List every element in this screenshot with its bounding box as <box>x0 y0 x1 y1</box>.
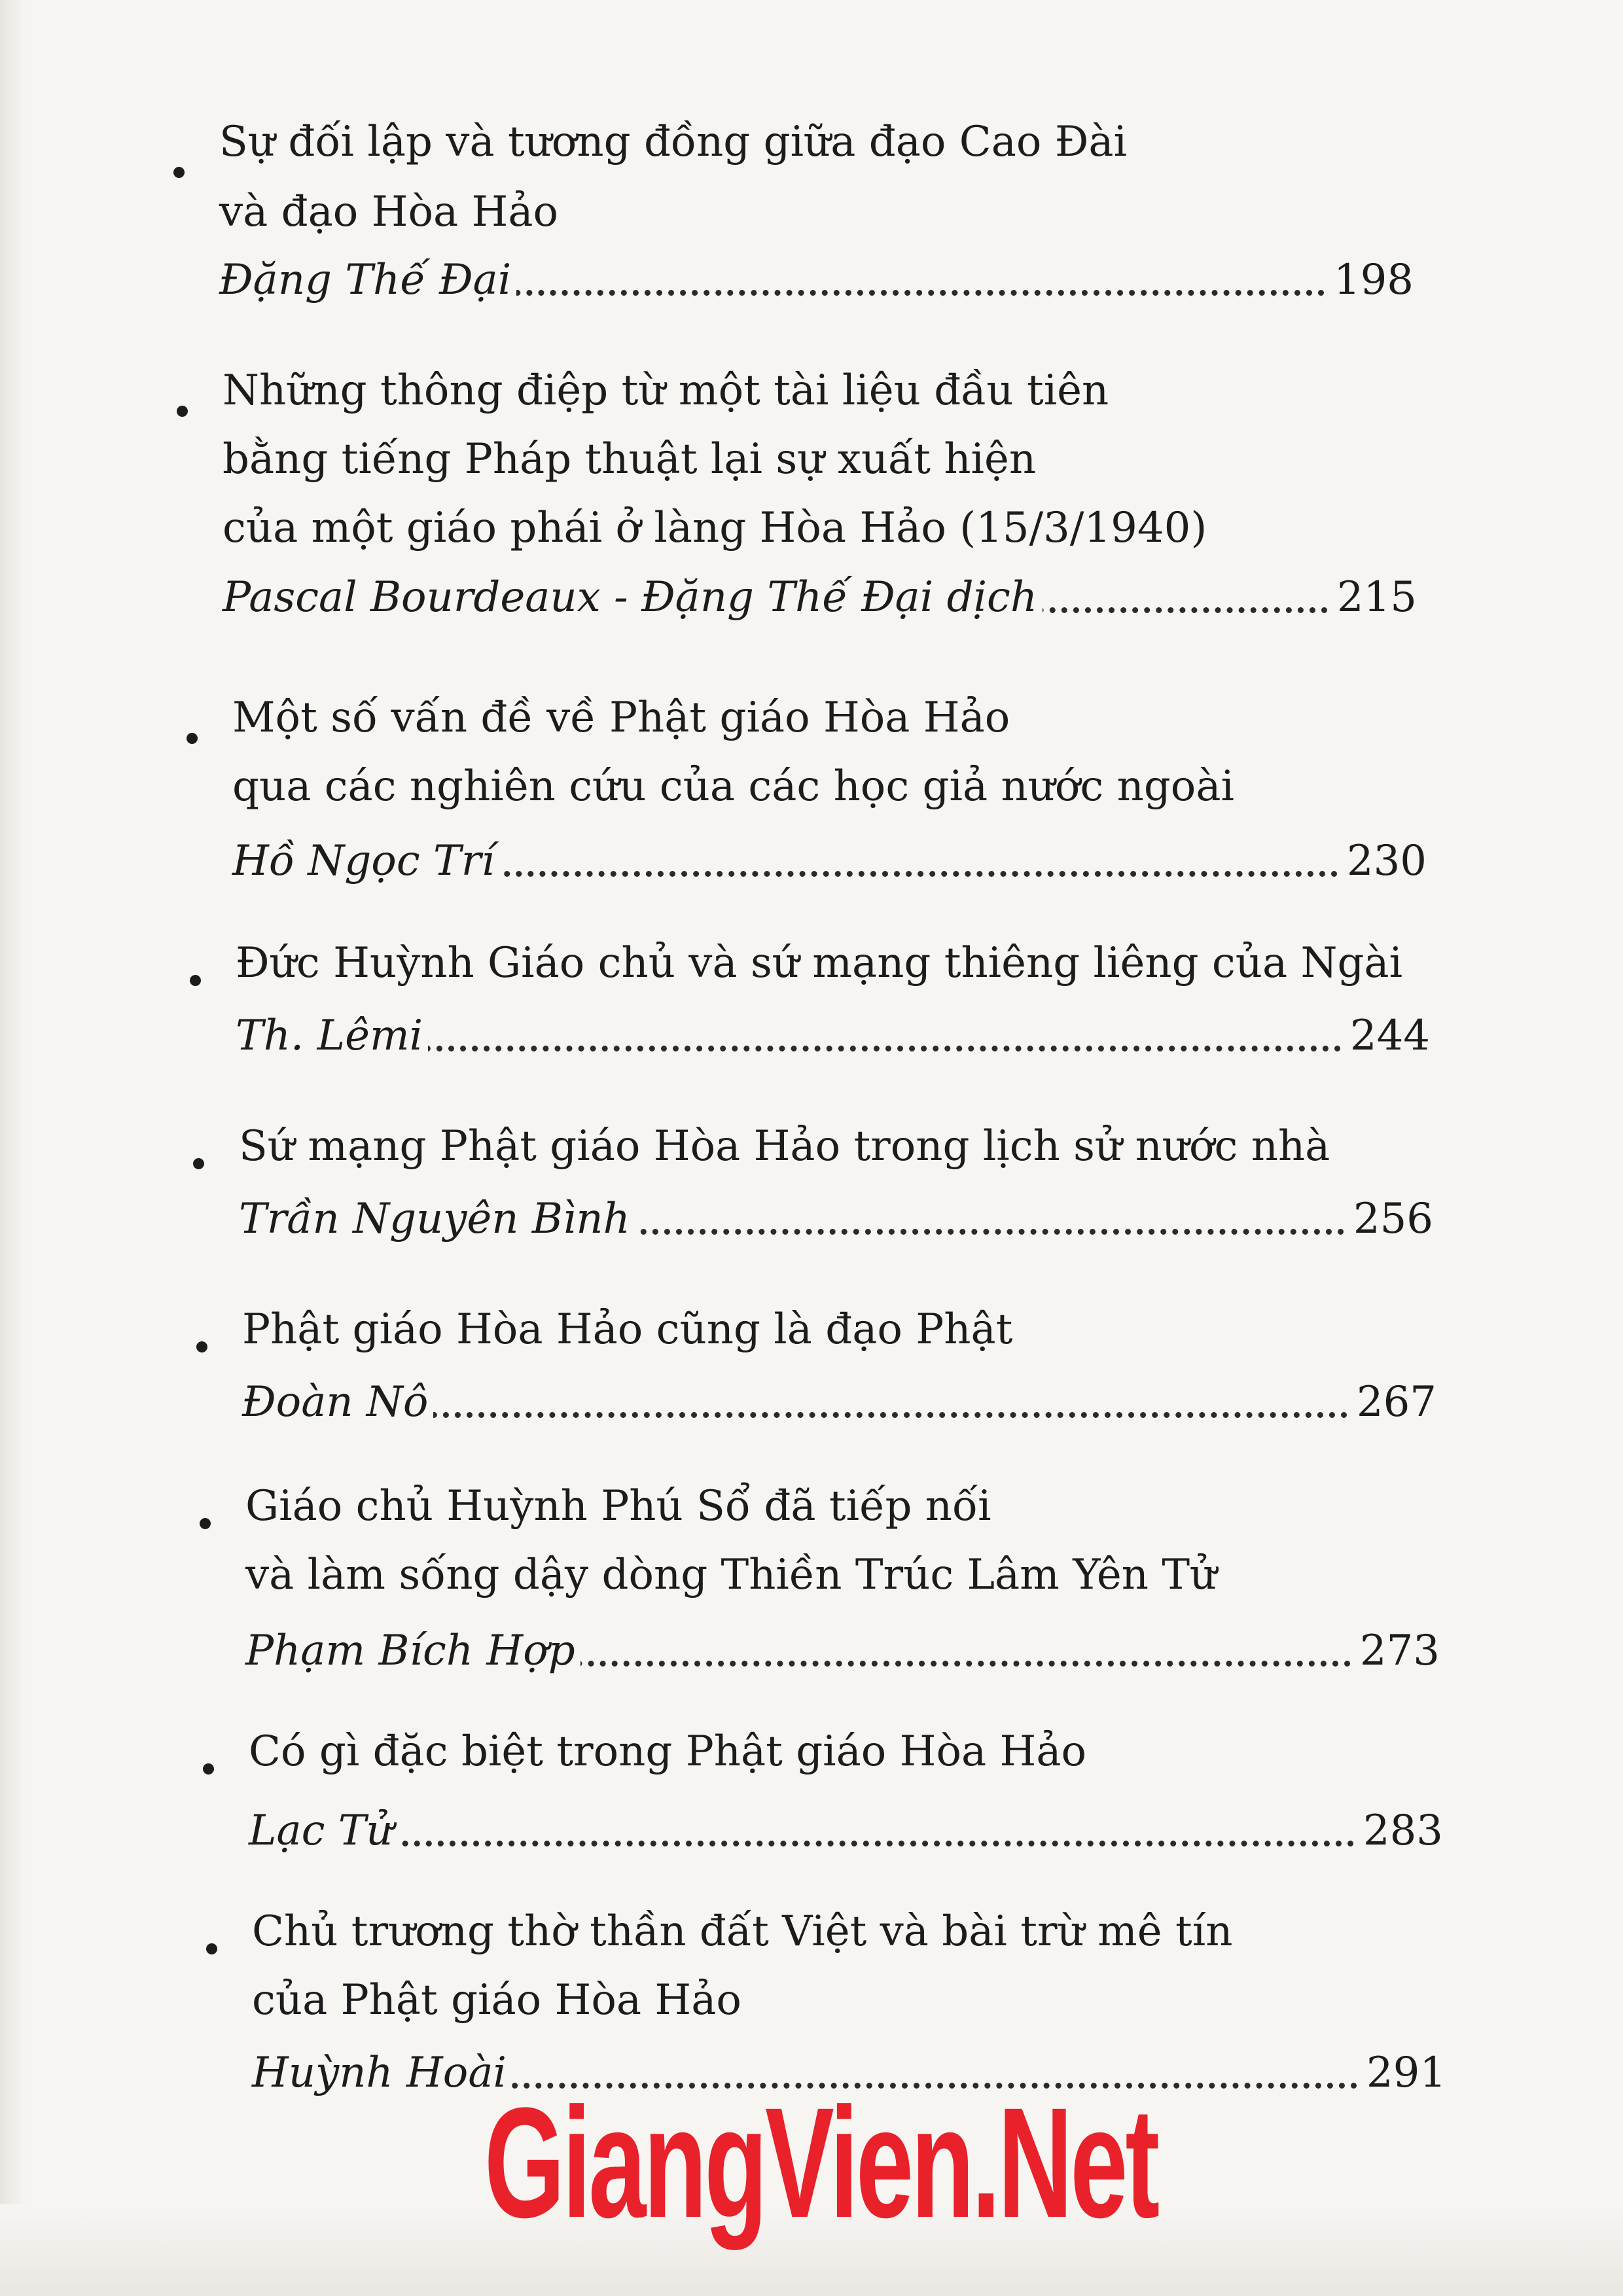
bullet-icon <box>177 406 188 417</box>
entry-title-line: Giáo chủ Huỳnh Phú Sổ đã tiếp nối <box>245 1482 991 1530</box>
entry-title-line: và làm sống dậy dòng Thiền Trúc Lâm Yên Tử <box>245 1551 1217 1599</box>
entry-page-number: 198 <box>1329 259 1414 301</box>
entry-title-line: bằng tiếng Pháp thuật lại sự xuất hiện <box>223 435 1037 484</box>
entry-author: Đặng Thế Đại <box>219 259 516 301</box>
entry-title-line: Có gì đặc biệt trong Phật giáo Hòa Hảo <box>249 1727 1086 1776</box>
bullet-icon <box>193 1158 204 1169</box>
entry-title-line: Một số vấn đề về Phật giáo Hòa Hảo <box>232 694 1010 742</box>
bullet-icon <box>203 1763 214 1775</box>
toc-entry <box>187 936 1430 1086</box>
entry-author: Huỳnh Hoài <box>252 2052 512 2094</box>
toc-entry <box>190 1122 1433 1273</box>
author-row <box>219 255 1414 308</box>
author-row <box>242 1377 1436 1430</box>
entry-page-number: 215 <box>1332 576 1417 618</box>
entry-title-line: Đức Huỳnh Giáo chủ và sứ mạng thiêng liêng của Ngài <box>236 939 1403 987</box>
entry-title-line: Những thông điệp từ một tài liệu đầu tiên <box>223 366 1109 415</box>
bullet-icon <box>206 1943 217 1954</box>
entry-author: Trần Nguyên Bình <box>239 1198 635 1240</box>
author-row <box>245 1626 1440 1678</box>
author-row <box>232 836 1427 889</box>
entry-page-number: 267 <box>1351 1381 1436 1423</box>
toc-entry <box>196 1482 1440 1704</box>
entry-title-line: qua các nghiên cứu của các học giả nước ngoài <box>232 762 1234 811</box>
toc-entry <box>200 1727 1443 1881</box>
bullet-icon <box>196 1341 207 1352</box>
entry-author: Phạm Bích Hợp <box>245 1630 580 1672</box>
entry-page-number: 230 <box>1342 840 1427 882</box>
toc-entry <box>193 1302 1436 1453</box>
entry-author: Hồ Ngọc Trí <box>232 840 500 882</box>
entry-page-number: 244 <box>1345 1015 1430 1057</box>
entry-page-number: 273 <box>1355 1630 1440 1672</box>
author-row <box>239 1194 1433 1246</box>
entry-title-line: của Phật giáo Hòa Hảo <box>252 1976 741 2024</box>
entry-title-line: Sứ mạng Phật giáo Hòa Hảo trong lịch sử nước nhà <box>239 1122 1330 1171</box>
toc-entry <box>170 98 1414 321</box>
entry-author: Th. Lêmi <box>236 1015 428 1057</box>
watermark-logo: GiangVien.Net <box>484 2075 1158 2250</box>
toc-entry <box>173 353 1417 641</box>
bullet-icon <box>173 167 185 178</box>
entry-author: Đoàn Nô <box>242 1381 433 1423</box>
entry-page-number: 291 <box>1361 2052 1446 2094</box>
author-row <box>236 1011 1430 1063</box>
dot-leader <box>249 1841 1366 1846</box>
bullet-icon <box>190 975 201 986</box>
bullet-icon <box>187 733 198 744</box>
entry-page-number: 283 <box>1358 1810 1443 1852</box>
entry-title-line: Phật giáo Hòa Hảo cũng là đạo Phật <box>242 1305 1013 1354</box>
entry-page-number: 256 <box>1348 1198 1433 1240</box>
entry-title-line: Sự đối lập và tương đồng giữa đạo Cao Đài <box>219 118 1128 166</box>
entry-title-line: của một giáo phái ở làng Hòa Hảo (15/3/1940) <box>223 504 1207 552</box>
entry-author: Pascal Bourdeaux - Đặng Thế Đại dịch <box>223 576 1043 618</box>
entry-title-line: và đạo Hòa Hảo <box>219 188 558 236</box>
author-row <box>223 573 1417 625</box>
toc-entry <box>183 680 1427 903</box>
author-row <box>249 1806 1443 1858</box>
entry-title-line: Chủ trương thờ thần đất Việt và bài trừ mê tín <box>252 1907 1233 1956</box>
entry-author: Lạc Tử <box>249 1810 399 1852</box>
bullet-icon <box>200 1518 211 1529</box>
